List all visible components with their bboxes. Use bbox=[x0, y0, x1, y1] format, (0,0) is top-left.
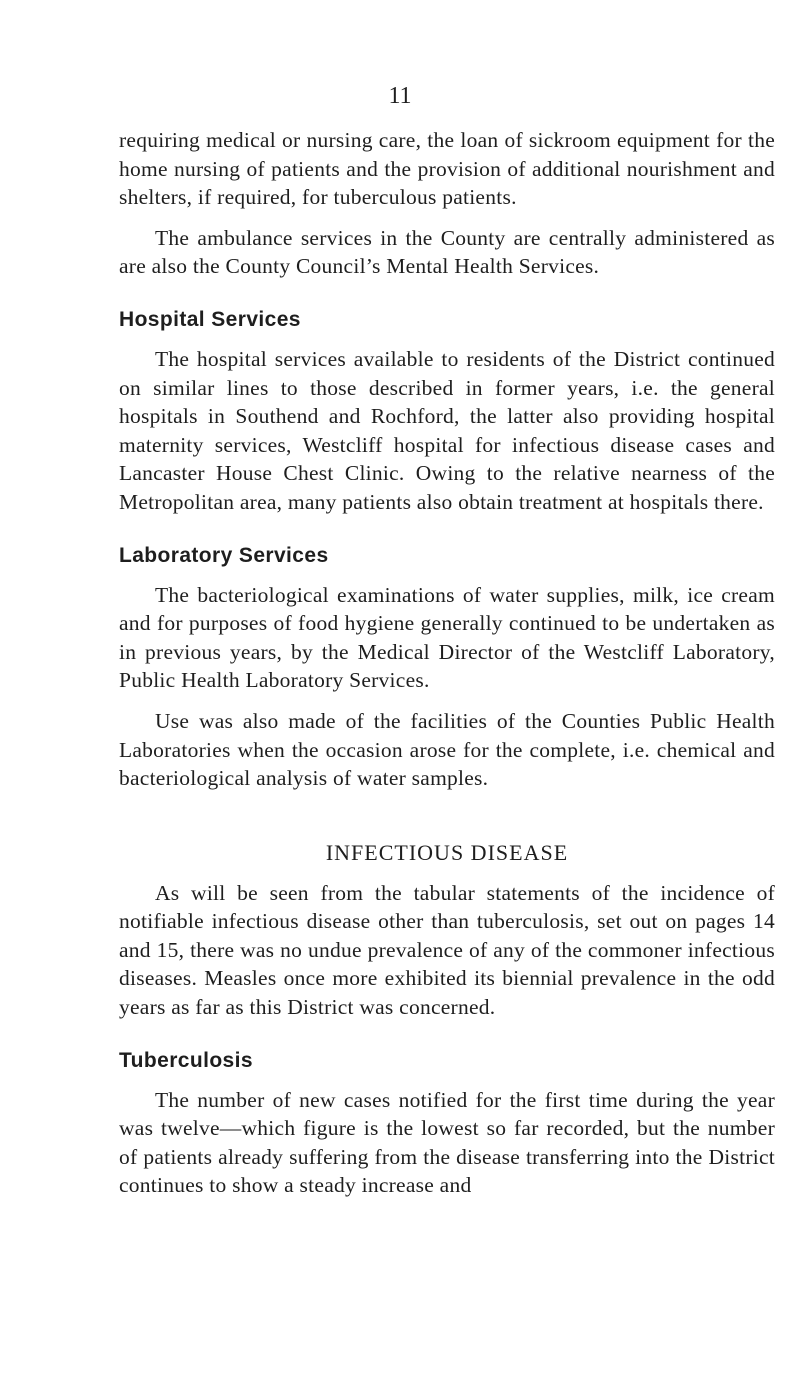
tuberculosis-section bbox=[119, 1047, 775, 1200]
laboratory-services-paragraph-2: Use was also made of the facilities of the Counties Public Health Laboratories when the occasion arose for the complete, i.e. chemical and bacteriological analysis of water samples. bbox=[119, 708, 775, 791]
tuberculosis-paragraph-1: The number of new cases notified for the first time during the year was twelve—which figure is the lowest so far recorded, but the number of patients already suffering from the disease transferring into the District continues to show a steady increase and bbox=[119, 1087, 775, 1198]
intro-paragraph-2: The ambulance services in the County are centrally administered as are also the County Council’s Mental Health Services. bbox=[119, 225, 775, 279]
intro-section bbox=[119, 126, 775, 281]
hospital-services-section bbox=[119, 306, 775, 517]
intro-paragraph-1: requiring medical or nursing care, the loan of sickroom equipment for the home nursing of patients and the provision of additional nourishment and shelters, if required, for tuberculous patients. bbox=[119, 128, 775, 210]
hospital-services-paragraph-1: The hospital services available to residents of the District continued on similar lines to those described in former years, i.e. the general hospitals in Southend and Rochford, the latter also providing hospital maternity services, Westcliff hospital for infectious disease cases and Lancaster House Chest Clinic. Owing to the relative nearness of the Metropolitan area, many patients also obtain treatment at hospitals there. bbox=[119, 346, 775, 514]
infectious-disease-heading: INFECTIOUS DISEASE bbox=[325, 839, 569, 865]
hospital-services-heading: Hospital Services bbox=[119, 307, 301, 331]
infectious-disease-paragraph-1: As will be seen from the tabular statements of the incidence of notifiable infectious disease other than tuberculosis, set out on pages 14 and 15, there was no undue prevalence of any of the commoner infectious diseases. Measles once more exhibited its biennial prevalence in the odd years as far as this District was concerned. bbox=[119, 880, 775, 1020]
page-body bbox=[119, 126, 775, 1200]
laboratory-services-heading: Laboratory Services bbox=[119, 543, 329, 567]
infectious-disease-section bbox=[119, 839, 775, 1022]
laboratory-services-paragraph-1: The bacteriological examinations of water supplies, milk, ice cream and for purposes of food hygiene generally continued to be undertaken as in previous years, by the Medical Director of the Westcliff Laboratory, Public Health Laboratory Services. bbox=[119, 582, 775, 693]
tuberculosis-heading: Tuberculosis bbox=[119, 1048, 253, 1072]
page-number: 11 bbox=[388, 83, 412, 109]
laboratory-services-section bbox=[119, 542, 775, 793]
